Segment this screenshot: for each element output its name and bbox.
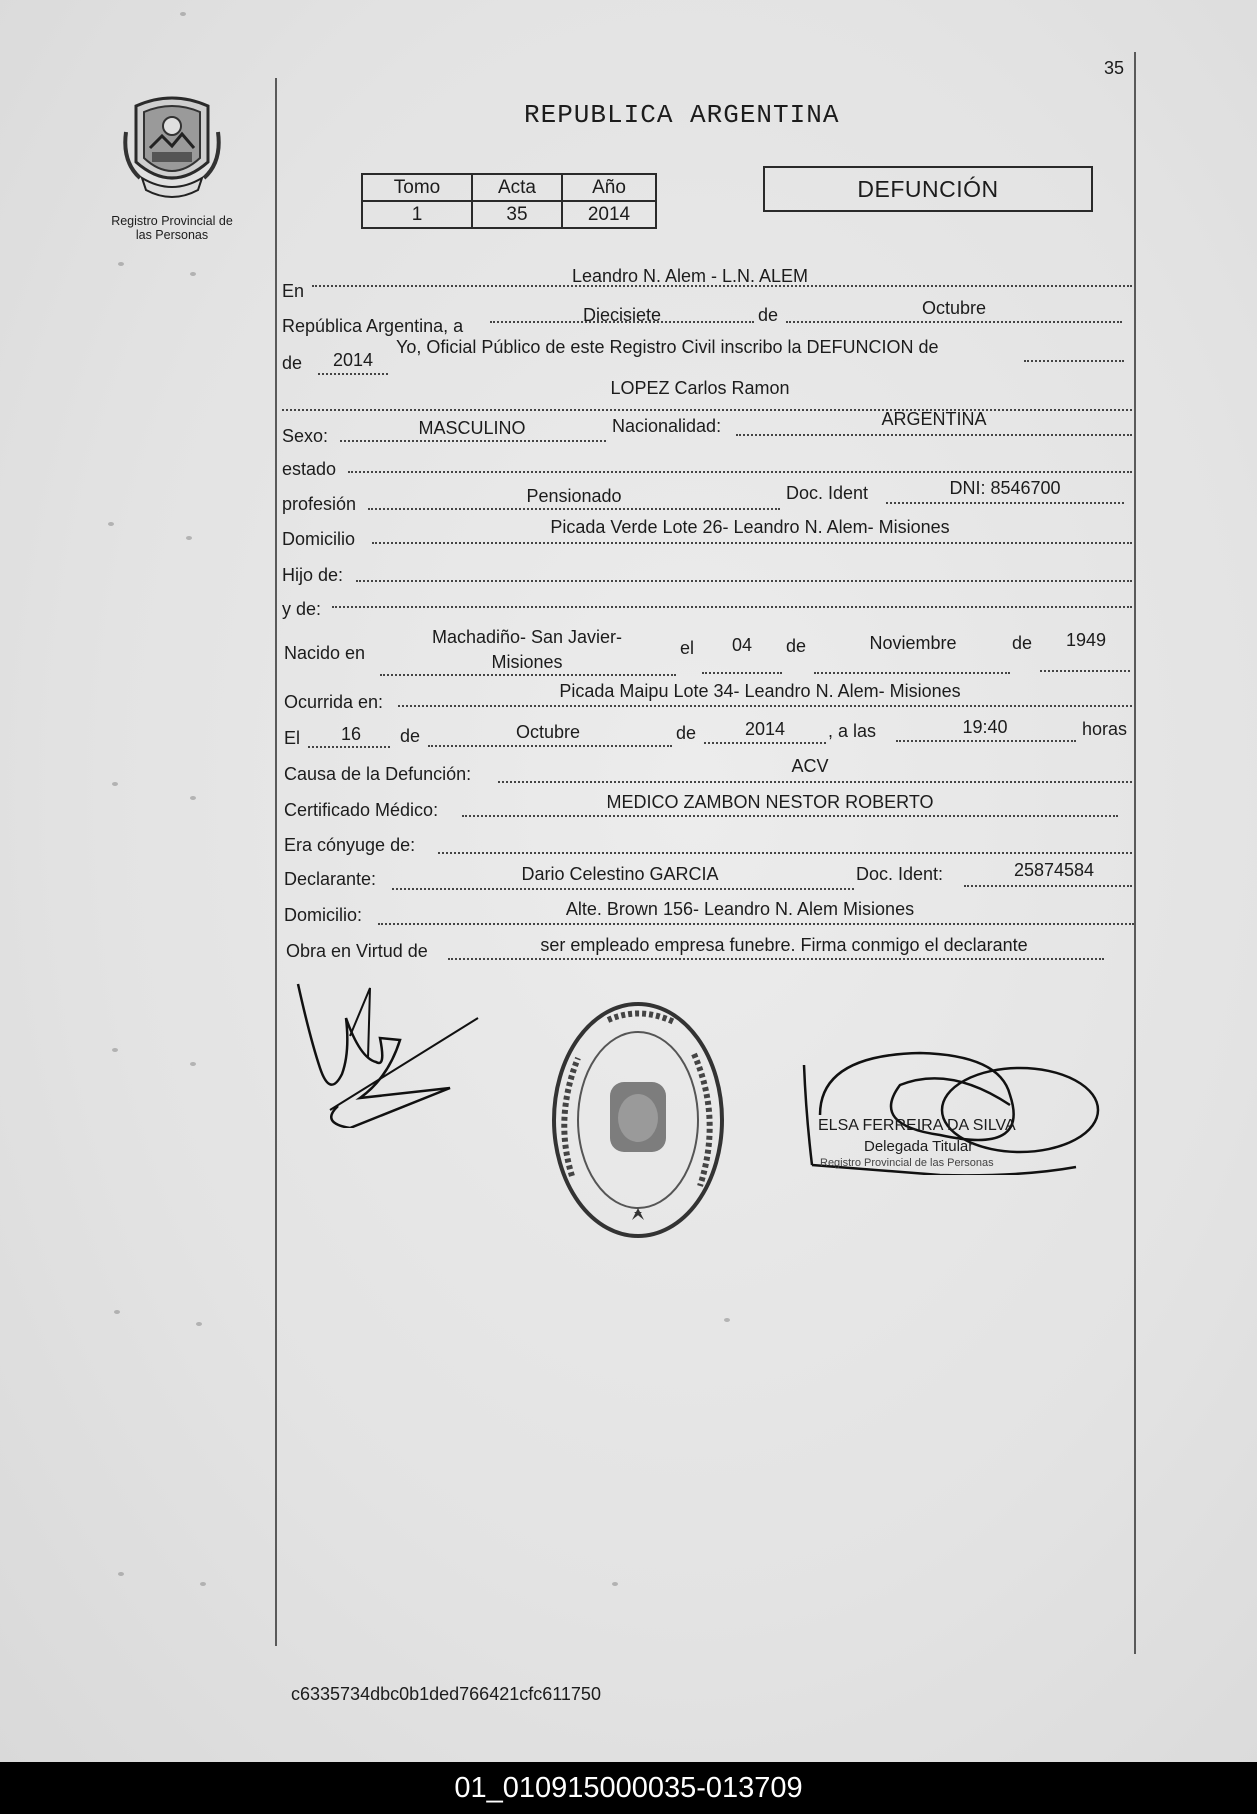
dotted-line xyxy=(428,745,672,747)
dotted-line xyxy=(368,508,780,510)
label-domicilio: Domicilio: xyxy=(284,905,363,925)
label-nacido-en: Nacido en xyxy=(284,643,366,663)
label-yo-inscribo: Yo, Oficial Público de este Registro Civil inscribo la DEFUNCION de xyxy=(396,337,939,357)
dotted-line xyxy=(438,852,1132,854)
birth-month-value: Noviembre xyxy=(869,633,957,653)
death-day-value: 16 xyxy=(340,724,362,744)
scan-speck xyxy=(118,1572,124,1576)
label-hijo-de: Hijo de: xyxy=(282,565,344,585)
label-sexo: Sexo: xyxy=(282,426,329,446)
right-margin-line xyxy=(1134,52,1136,1654)
declarant-address-value: Alte. Brown 156- Leandro N. Alem Misiones xyxy=(565,899,915,919)
death-place-value: Picada Maipu Lote 34- Leandro N. Alem- Misiones xyxy=(559,681,961,701)
dotted-line xyxy=(886,502,1124,504)
deceased-doc-value: DNI: 8546700 xyxy=(949,478,1061,498)
scan-speck xyxy=(114,1310,120,1314)
label-a-las: , a las xyxy=(828,721,877,741)
left-margin-line xyxy=(275,78,277,1646)
label-de: de xyxy=(676,723,697,743)
cause-of-death-value: ACV xyxy=(791,756,829,776)
dotted-line xyxy=(318,373,388,375)
label-republica: República Argentina, a xyxy=(282,316,464,336)
acta-header: Acta xyxy=(472,174,562,201)
scan-speck xyxy=(112,782,118,786)
death-time-value: 19:40 xyxy=(962,717,1008,737)
scan-speck xyxy=(118,262,124,266)
declarant-name-value: Dario Celestino GARCIA xyxy=(521,864,719,884)
label-certificado: Certificado Médico: xyxy=(284,800,439,820)
dotted-line xyxy=(348,471,1132,473)
dotted-line xyxy=(964,885,1132,887)
death-month-value: Octubre xyxy=(515,722,581,742)
profession-value: Pensionado xyxy=(526,486,622,506)
label-conyuge: Era cónyuge de: xyxy=(284,835,416,855)
official-name: ELSA FERREIRA DA SILVA xyxy=(818,1117,1016,1134)
dotted-line xyxy=(380,674,676,676)
scan-speck xyxy=(190,796,196,800)
document-type-box: DEFUNCIÓN xyxy=(763,166,1093,212)
anio-header: Año xyxy=(562,174,656,201)
label-declarante: Declarante: xyxy=(284,869,377,889)
year-value: 2014 xyxy=(332,350,374,370)
sex-value: MASCULINO xyxy=(418,418,526,438)
anio-value: 2014 xyxy=(562,201,656,228)
label-de: de xyxy=(758,305,779,325)
label-de: de xyxy=(1012,633,1033,653)
label-de: de xyxy=(786,636,807,656)
dotted-line xyxy=(704,742,826,744)
dotted-line xyxy=(786,321,1122,323)
scan-speck xyxy=(200,1582,206,1586)
day-words-value: Diecisiete xyxy=(582,305,662,325)
birth-year-value: 1949 xyxy=(1065,630,1107,650)
birthplace-value: Machadiño- San Javier- Misiones xyxy=(431,627,623,672)
label-doc-ident: Doc. Ident xyxy=(786,483,869,503)
tomo-value: 1 xyxy=(362,201,472,228)
dotted-line xyxy=(498,781,1132,783)
deceased-address-value: Picada Verde Lote 26- Leandro N. Alem- Misiones xyxy=(550,517,950,537)
footer-id-bar: 01_010915000035-013709 xyxy=(0,1762,1257,1814)
dotted-line xyxy=(308,746,390,748)
reason-value: ser empleado empresa funebre. Firma conmigo el declarante xyxy=(540,935,1028,955)
scan-speck xyxy=(190,272,196,276)
scan-speck xyxy=(180,12,186,16)
month-value: Octubre xyxy=(921,298,987,318)
acta-value: 35 xyxy=(472,201,562,228)
registry-table xyxy=(361,173,657,229)
dotted-line xyxy=(392,888,854,890)
document-hash: c6335734dbc0b1ded766421cfc611750 xyxy=(291,1684,601,1704)
registry-stamp xyxy=(548,998,728,1247)
scan-speck xyxy=(612,1582,618,1586)
logo-caption-line2: las Personas xyxy=(135,228,209,242)
document-title: REPUBLICA ARGENTINA xyxy=(524,100,840,130)
label-domicilio: Domicilio xyxy=(282,529,356,549)
dotted-line xyxy=(398,705,1132,707)
dotted-line xyxy=(340,440,606,442)
province-coat-of-arms-logo xyxy=(122,92,222,207)
label-el: El xyxy=(284,728,301,748)
dotted-line xyxy=(462,815,1118,817)
scan-speck xyxy=(112,1048,118,1052)
scan-speck xyxy=(196,1322,202,1326)
official-organization: Registro Provincial de las Personas xyxy=(820,1157,994,1169)
birth-day-value: 04 xyxy=(731,635,753,655)
label-causa: Causa de la Defunción: xyxy=(284,764,472,784)
dotted-line xyxy=(372,542,1132,544)
death-year-value: 2014 xyxy=(744,719,786,739)
label-profesion: profesión xyxy=(282,494,357,514)
scan-speck xyxy=(108,522,114,526)
dotted-line xyxy=(332,606,1132,608)
page-number: 35 xyxy=(1104,58,1125,78)
dotted-line xyxy=(736,434,1132,436)
scan-speck xyxy=(724,1318,730,1322)
dotted-line xyxy=(448,958,1104,960)
label-estado: estado xyxy=(282,459,337,479)
logo-caption-line1: Registro Provincial de xyxy=(111,214,233,228)
official-role: Delegada Titular xyxy=(864,1138,974,1155)
dotted-line xyxy=(896,740,1076,742)
label-y-de: y de: xyxy=(282,599,322,619)
label-de: de xyxy=(282,353,303,373)
scan-speck xyxy=(186,536,192,540)
dotted-line xyxy=(378,923,1134,925)
nationality-value: ARGENTINA xyxy=(881,409,987,429)
tomo-header: Tomo xyxy=(362,174,472,201)
scan-speck xyxy=(190,1062,196,1066)
medical-certificate-value: MEDICO ZAMBON NESTOR ROBERTO xyxy=(606,792,934,812)
label-el: el xyxy=(680,638,695,658)
label-doc-ident: Doc. Ident: xyxy=(856,864,944,884)
dotted-line xyxy=(1024,360,1124,362)
declarant-signature xyxy=(290,978,490,1133)
deceased-name-value: LOPEZ Carlos Ramon xyxy=(610,378,790,398)
logo-caption xyxy=(96,214,248,242)
label-horas: horas xyxy=(1082,719,1128,739)
label-obra-en-virtud: Obra en Virtud de xyxy=(286,941,428,961)
dotted-line xyxy=(702,672,782,674)
dotted-line xyxy=(1040,670,1130,672)
label-de: de xyxy=(400,726,421,746)
declarant-doc-value: 25874584 xyxy=(1013,860,1095,880)
dotted-line xyxy=(356,580,1132,582)
label-ocurrida-en: Ocurrida en: xyxy=(284,692,384,712)
label-en: En xyxy=(282,281,305,301)
label-nacionalidad: Nacionalidad: xyxy=(612,416,722,436)
place-value: Leandro N. Alem - L.N. ALEM xyxy=(571,266,809,286)
dotted-line xyxy=(814,672,1010,674)
